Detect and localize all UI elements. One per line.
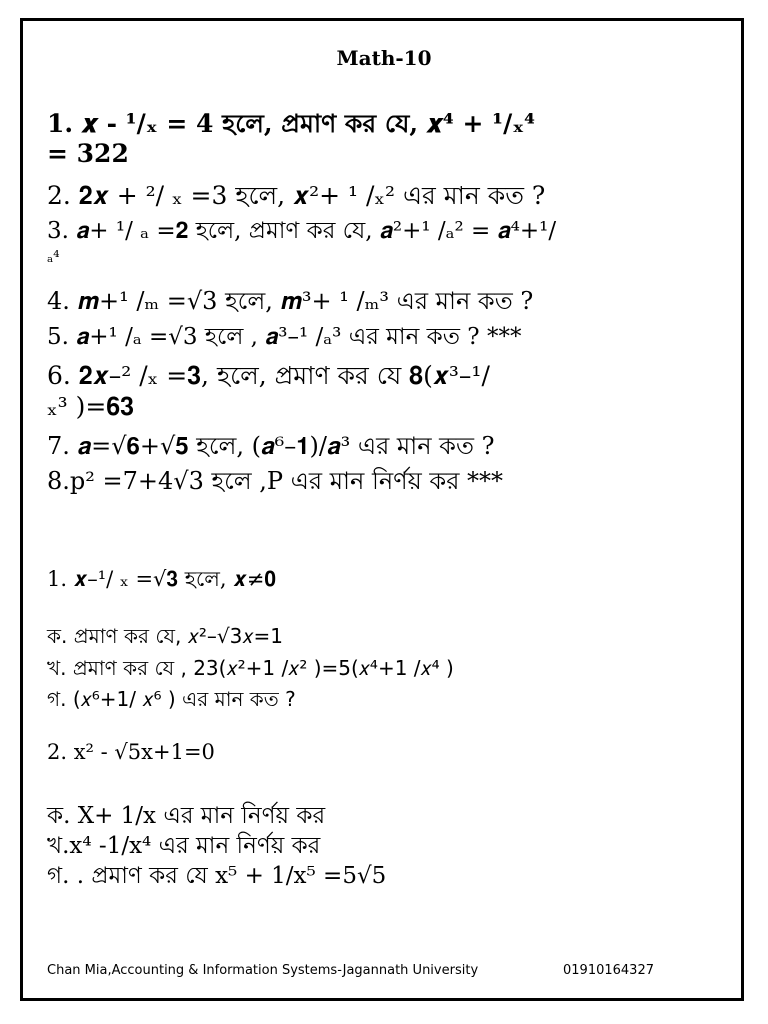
footer-author: Chan Mia,Accounting & Information Systems-Jagannath University <box>47 963 479 978</box>
creative-2-item-ga: গ. . প্রমাণ কর যে x⁵ + 1/x⁵ =5√5 <box>47 863 387 889</box>
problem-8: 8.p² =7+4√3 হলে ,P এর মান নির্ণয় কর *** <box>47 467 504 495</box>
problem-6-line-2: ₓ³ )=𝟔𝟑 <box>47 392 135 421</box>
problem-7: 7. 𝒂=√𝟔+√𝟓 হলে, (𝒂⁶–𝟏)/𝒂³ এর মান কত ? <box>47 432 495 460</box>
problem-3-line-1: 3. 𝒂+ ¹/ ₐ =𝟐 হলে, প্রমাণ কর যে, 𝒂²+¹ /ₐ² = 𝒂⁴+¹/ <box>47 218 557 244</box>
problem-3-line-2: ₐ⁴ <box>47 247 60 266</box>
creative-1-item-kha: খ. প্রমাণ কর যে , 23(𝑥²+1 /𝑥² )=5(𝑥⁴+1 /𝑥⁴ ) <box>47 656 454 680</box>
page-title: Math-10 <box>336 46 432 70</box>
problem-4: 4. 𝒎+¹ /ₘ =√3 হলে, 𝒎³+ ¹ /ₘ³ এর মান কত ? <box>47 287 534 315</box>
creative-2-item-kha: খ.x⁴ -1/x⁴ এর মান নির্ণয় কর <box>47 833 321 859</box>
footer-phone: 01910164327 <box>563 963 654 978</box>
creative-1-item-ka: ক. প্রমাণ কর যে, 𝑥²–√3𝑥=1 <box>47 624 283 648</box>
problem-2: 2. 𝟐𝒙 + ²/ ₓ =3 হলে, 𝒙²+ ¹ /ₓ² এর মান কত ? <box>47 181 546 210</box>
problem-6-line-1: 6. 𝟐𝒙–² /ₓ =𝟑, হলে, প্রমাণ কর যে 𝟖(𝒙³–¹/ <box>47 361 490 390</box>
problem-1-line-2: = 322 <box>47 139 129 168</box>
creative-2-stem: 2. x² - √5x+1=0 <box>47 740 215 764</box>
problem-5: 5. 𝒂+¹ /ₐ =√3 হলে , 𝒂³–¹ /ₐ³ এর মান কত ? *** <box>47 324 522 350</box>
problem-1-line-1: 1. 𝒙 - ¹/ₓ = 4 হলে, প্রমাণ কর যে, 𝒙⁴ + ¹/ₓ⁴ <box>47 109 536 138</box>
creative-1-stem: 1. 𝒙–¹/ ₓ =√𝟑 হলে, 𝒙≠𝟎 <box>47 567 277 591</box>
creative-2-item-ka: ক. X+ 1/x এর মান নির্ণয় কর <box>47 803 326 829</box>
creative-1-item-ga: গ. (𝑥⁶+1/ 𝑥⁶ ) এর মান কত ? <box>47 687 296 711</box>
